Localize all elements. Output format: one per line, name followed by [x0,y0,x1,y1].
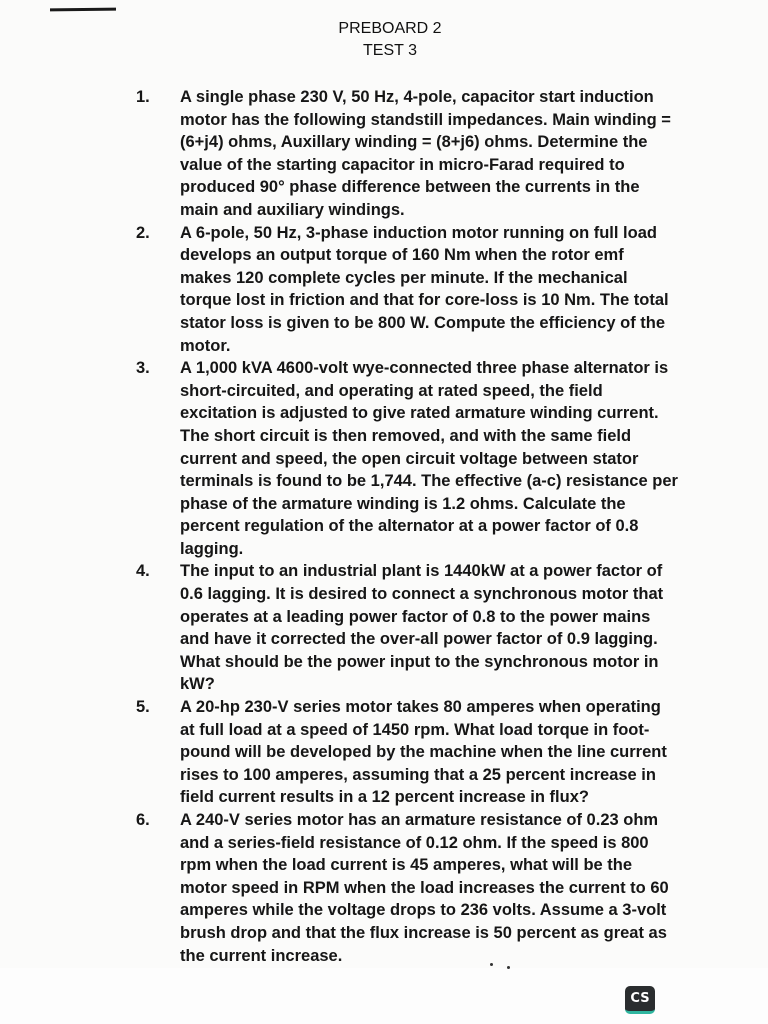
question-item [0,696,700,809]
question-text: A 240-V series motor has an armature resistance of 0.23 ohm and a series-field resistance of 0.12 ohm. If the speed is 800 rpm when the load current is 45 amperes, what will be the motor speed in RPM when the load increases the current to 60 amperes while the voltage drops to 236 volts. Assume a 3-volt brush drop and that the flux increase is 50 percent as great as the current increase. [180,811,669,965]
question-item [0,357,700,560]
top-rule [50,8,116,12]
question-item [0,560,700,696]
speck [507,966,510,969]
question-text: A 20-hp 230-V series motor takes 80 amperes when operating at full load at a speed of 1450 rpm. What load torque in foot- pound will be developed by the machine when the line current rises to 100 amperes, assuming that a 25 percent increase in field current results in a 12 percent increase in flux? [180,698,667,807]
question-number: 6. [136,811,150,829]
question-item [0,222,700,358]
page-subtitle: TEST 3 [363,42,417,59]
question-text: A 6-pole, 50 Hz, 3-phase induction motor running on full load develops an output torque of 160 Nm when the rotor emf makes 120 complete cycles per minute. If the mechanical torque lost in friction and that for core-loss is 10 Nm. The total stator loss is given to be 800 W. Compute the efficiency of the motor. [180,223,669,355]
question-number: 1. [136,88,150,106]
question-number: 3. [136,359,150,378]
question-number: 5. [136,698,150,717]
camscanner-logo-icon: CS [625,986,655,1014]
question-text: The input to an industrial plant is 1440kW at a power factor of 0.6 lagging. It is desired to connect a synchronous motor that operates at a leading power factor of 0.8 to the power mains and have it corrected the over-all power factor of 0.9 lagging. What should be the power input to the synchronous motor in kW? [180,562,664,694]
question-text: A single phase 230 V, 50 Hz, 4-pole, capacitor start induction motor has the following standstill impedances. Main winding = (6+j4) ohms, Auxillary winding = (8+j6) ohms. Determine the value of the starting capacitor in micro-Farad required to produced 90° phase difference between the currents in the main and auxiliary windings. [180,88,671,219]
page-title: PREBOARD 2 [338,20,442,37]
question-item [0,809,700,967]
speck [490,963,493,966]
question-item [0,86,700,222]
question-number: 4. [136,562,150,581]
question-text: A 1,000 kVA 4600-volt wye-connected three phase alternator is short-circuited, and operating at rated speed, the field excitation is adjusted to give rated armature winding current. The short circuit is then removed, and with the same field current and speed, the open circuit voltage between stator terminals is found to be 1,744. The effective (a-c) resistance per phase of the armature winding is 1.2 ohms. Calculate the percent regulation of the alternator at a power factor of 0.8 lagging. [180,359,678,558]
question-number: 2. [136,223,150,242]
question-list [0,86,768,967]
